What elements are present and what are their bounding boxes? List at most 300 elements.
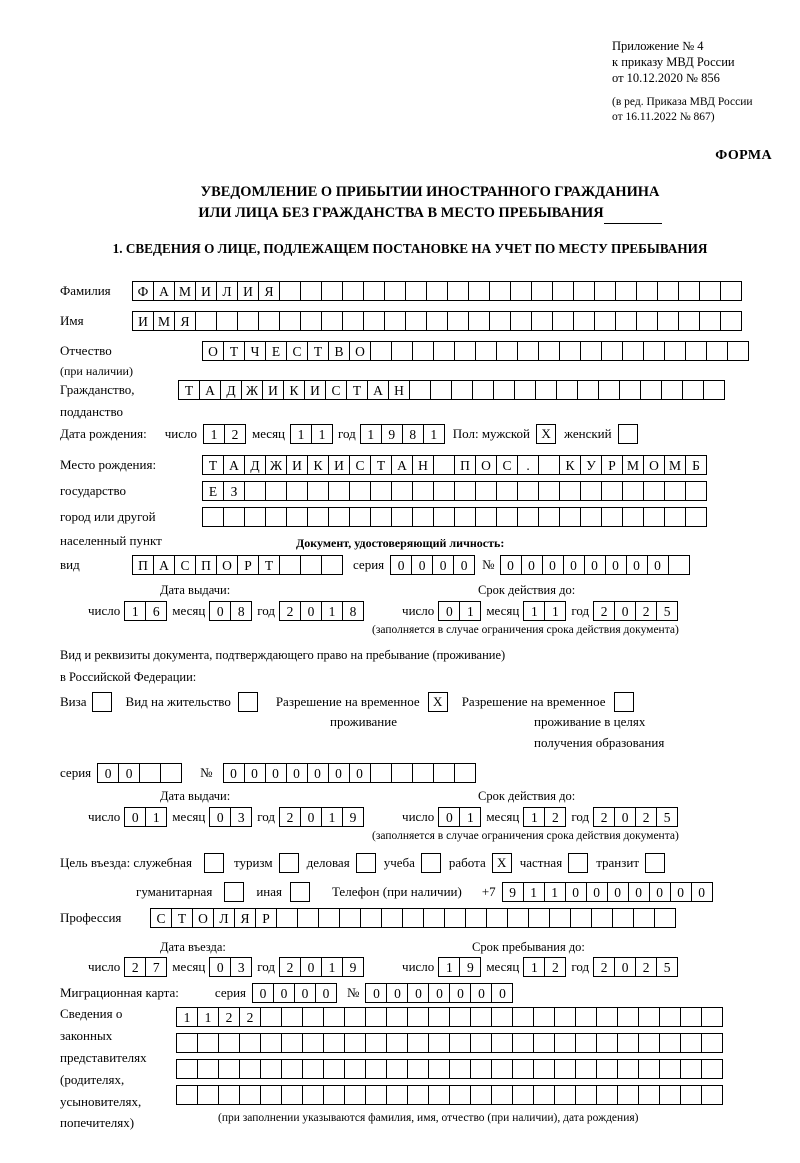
cell[interactable] xyxy=(556,380,578,400)
cell[interactable] xyxy=(559,341,581,361)
cell[interactable] xyxy=(328,481,350,501)
cell[interactable] xyxy=(577,380,599,400)
cell[interactable] xyxy=(286,481,308,501)
cell[interactable] xyxy=(363,311,385,331)
cell[interactable]: Ж xyxy=(241,380,263,400)
legal-rep-boxes-1[interactable] xyxy=(176,1007,723,1027)
cell[interactable] xyxy=(239,1059,261,1079)
cell[interactable]: 1 xyxy=(544,601,566,621)
cell[interactable] xyxy=(468,311,490,331)
cell[interactable]: 2 xyxy=(635,601,657,621)
cell[interactable]: 0 xyxy=(265,763,287,783)
stay-issue-month-boxes[interactable] xyxy=(209,807,252,827)
cell[interactable] xyxy=(535,380,557,400)
cell[interactable]: 0 xyxy=(607,882,629,902)
cell[interactable] xyxy=(622,507,644,527)
stay-valid-day-boxes[interactable] xyxy=(438,807,481,827)
cell[interactable]: А xyxy=(153,281,175,301)
stay-series-boxes[interactable] xyxy=(97,763,182,783)
cell[interactable]: 9 xyxy=(342,957,364,977)
doc-kind-boxes[interactable] xyxy=(132,555,343,575)
purpose-other-checkbox[interactable] xyxy=(290,882,310,902)
cell[interactable] xyxy=(664,507,686,527)
cell[interactable] xyxy=(685,341,707,361)
cell[interactable] xyxy=(636,281,658,301)
cell[interactable]: 8 xyxy=(402,424,424,444)
cell[interactable]: 8 xyxy=(230,601,252,621)
cell[interactable]: Ч xyxy=(244,341,266,361)
mig-series-boxes[interactable] xyxy=(252,983,337,1003)
cell[interactable] xyxy=(491,1085,513,1105)
cell[interactable]: 1 xyxy=(523,882,545,902)
cell[interactable]: 0 xyxy=(584,555,606,575)
cell[interactable]: 0 xyxy=(349,763,371,783)
stay-number-boxes[interactable] xyxy=(223,763,476,783)
cell[interactable] xyxy=(596,1007,618,1027)
cell[interactable] xyxy=(727,341,749,361)
cell[interactable] xyxy=(428,1085,450,1105)
cell[interactable]: 1 xyxy=(459,807,481,827)
cell[interactable]: 8 xyxy=(342,601,364,621)
cell[interactable] xyxy=(302,1007,324,1027)
entry-day-boxes[interactable] xyxy=(124,957,167,977)
birth-day-boxes[interactable] xyxy=(203,424,246,444)
cell[interactable] xyxy=(391,481,413,501)
cell[interactable]: О xyxy=(643,455,665,475)
cell[interactable] xyxy=(668,555,690,575)
cell[interactable] xyxy=(633,908,655,928)
doc-issue-day-boxes[interactable] xyxy=(124,601,167,621)
cell[interactable] xyxy=(391,763,413,783)
stay-valid-year-boxes[interactable] xyxy=(593,807,678,827)
cell[interactable]: 5 xyxy=(656,807,678,827)
cell[interactable] xyxy=(454,341,476,361)
cell[interactable]: 0 xyxy=(438,807,460,827)
cell[interactable] xyxy=(559,507,581,527)
cell[interactable] xyxy=(594,311,616,331)
cell[interactable]: С xyxy=(496,455,518,475)
cell[interactable] xyxy=(412,341,434,361)
cell[interactable]: 0 xyxy=(614,807,636,827)
cell[interactable] xyxy=(622,341,644,361)
birth-year-boxes[interactable] xyxy=(360,424,445,444)
cell[interactable] xyxy=(384,281,406,301)
cell[interactable] xyxy=(302,1033,324,1053)
cell[interactable] xyxy=(176,1059,198,1079)
cell[interactable] xyxy=(423,908,445,928)
cell[interactable] xyxy=(297,908,319,928)
cell[interactable] xyxy=(491,1007,513,1027)
cell[interactable]: 5 xyxy=(656,601,678,621)
cell[interactable]: 0 xyxy=(411,555,433,575)
cell[interactable]: 2 xyxy=(593,957,615,977)
stay-year-boxes[interactable] xyxy=(593,957,678,977)
cell[interactable]: 1 xyxy=(124,601,146,621)
cell[interactable] xyxy=(139,763,161,783)
birth-place-boxes-2[interactable] xyxy=(202,481,707,501)
cell[interactable]: И xyxy=(304,380,326,400)
cell[interactable] xyxy=(202,507,224,527)
cell[interactable]: И xyxy=(132,311,154,331)
cell[interactable] xyxy=(407,1033,429,1053)
cell[interactable]: 1 xyxy=(197,1007,219,1027)
cell[interactable]: 2 xyxy=(593,601,615,621)
cell[interactable] xyxy=(218,1085,240,1105)
cell[interactable]: 1 xyxy=(203,424,225,444)
cell[interactable] xyxy=(720,281,742,301)
cell[interactable]: О xyxy=(475,455,497,475)
cell[interactable]: 0 xyxy=(432,555,454,575)
cell[interactable] xyxy=(433,481,455,501)
cell[interactable]: 0 xyxy=(252,983,274,1003)
cell[interactable]: Т xyxy=(171,908,193,928)
cell[interactable] xyxy=(554,1085,576,1105)
cell[interactable] xyxy=(470,1033,492,1053)
cell[interactable] xyxy=(661,380,683,400)
cell[interactable]: Я xyxy=(174,311,196,331)
sex-male-checkbox[interactable]: X xyxy=(536,424,556,444)
cell[interactable] xyxy=(685,507,707,527)
cell[interactable] xyxy=(465,908,487,928)
cell[interactable] xyxy=(433,341,455,361)
cell[interactable]: 2 xyxy=(279,601,301,621)
cell[interactable] xyxy=(428,1033,450,1053)
cell[interactable] xyxy=(510,281,532,301)
cell[interactable] xyxy=(489,311,511,331)
cell[interactable] xyxy=(365,1007,387,1027)
cell[interactable] xyxy=(601,341,623,361)
cell[interactable] xyxy=(218,1033,240,1053)
cell[interactable]: 0 xyxy=(300,601,322,621)
cell[interactable] xyxy=(321,555,343,575)
cell[interactable] xyxy=(664,341,686,361)
cell[interactable] xyxy=(328,507,350,527)
cell[interactable] xyxy=(405,281,427,301)
cell[interactable]: 1 xyxy=(145,807,167,827)
cell[interactable] xyxy=(412,481,434,501)
cell[interactable]: 1 xyxy=(523,957,545,977)
cell[interactable] xyxy=(643,341,665,361)
cell[interactable] xyxy=(370,507,392,527)
cell[interactable] xyxy=(370,341,392,361)
cell[interactable] xyxy=(323,1007,345,1027)
cell[interactable]: К xyxy=(307,455,329,475)
cell[interactable] xyxy=(386,1085,408,1105)
cell[interactable]: 0 xyxy=(118,763,140,783)
cell[interactable] xyxy=(472,380,494,400)
cell[interactable] xyxy=(386,1007,408,1027)
cell[interactable]: 0 xyxy=(209,807,231,827)
cell[interactable] xyxy=(638,1007,660,1027)
cell[interactable]: 0 xyxy=(453,555,475,575)
cell[interactable] xyxy=(528,908,550,928)
cell[interactable]: 0 xyxy=(273,983,295,1003)
cell[interactable]: М xyxy=(174,281,196,301)
cell[interactable] xyxy=(279,311,301,331)
cell[interactable]: И xyxy=(195,281,217,301)
cell[interactable] xyxy=(622,481,644,501)
cell[interactable] xyxy=(533,1033,555,1053)
cell[interactable]: 0 xyxy=(542,555,564,575)
cell[interactable]: 1 xyxy=(523,601,545,621)
cell[interactable] xyxy=(680,1085,702,1105)
entry-month-boxes[interactable] xyxy=(209,957,252,977)
cell[interactable] xyxy=(575,1007,597,1027)
cell[interactable] xyxy=(279,555,301,575)
cell[interactable]: Т xyxy=(258,555,280,575)
cell[interactable] xyxy=(381,908,403,928)
stay-issue-year-boxes[interactable] xyxy=(279,807,364,827)
cell[interactable]: 0 xyxy=(209,601,231,621)
cell[interactable]: 0 xyxy=(470,983,492,1003)
birth-month-boxes[interactable] xyxy=(290,424,333,444)
cell[interactable] xyxy=(160,763,182,783)
cell[interactable] xyxy=(601,481,623,501)
cell[interactable]: Я xyxy=(258,281,280,301)
cell[interactable] xyxy=(447,311,469,331)
doc-valid-month-boxes[interactable] xyxy=(523,601,566,621)
cell[interactable]: 0 xyxy=(647,555,669,575)
cell[interactable]: 0 xyxy=(315,983,337,1003)
cell[interactable]: 0 xyxy=(428,983,450,1003)
cell[interactable]: 2 xyxy=(635,957,657,977)
birth-place-boxes[interactable] xyxy=(202,455,707,475)
cell[interactable] xyxy=(549,908,571,928)
cell[interactable] xyxy=(615,281,637,301)
cell[interactable] xyxy=(680,1033,702,1053)
cell[interactable] xyxy=(176,1085,198,1105)
cell[interactable] xyxy=(598,380,620,400)
cell[interactable] xyxy=(491,1033,513,1053)
cell[interactable] xyxy=(612,908,634,928)
cell[interactable] xyxy=(300,555,322,575)
doc-issue-month-boxes[interactable] xyxy=(209,601,252,621)
cell[interactable] xyxy=(664,481,686,501)
cell[interactable] xyxy=(344,1033,366,1053)
cell[interactable] xyxy=(470,1059,492,1079)
cell[interactable]: 0 xyxy=(209,957,231,977)
cell[interactable]: Т xyxy=(178,380,200,400)
cell[interactable] xyxy=(507,908,529,928)
doc-issue-year-boxes[interactable] xyxy=(279,601,364,621)
cell[interactable]: 0 xyxy=(491,983,513,1003)
cell[interactable] xyxy=(475,507,497,527)
cell[interactable]: П xyxy=(454,455,476,475)
cell[interactable] xyxy=(703,380,725,400)
cell[interactable]: А xyxy=(223,455,245,475)
cell[interactable] xyxy=(654,908,676,928)
cell[interactable] xyxy=(512,1059,534,1079)
cell[interactable] xyxy=(554,1033,576,1053)
cell[interactable]: И xyxy=(262,380,284,400)
cell[interactable] xyxy=(657,311,679,331)
doc-number-boxes[interactable] xyxy=(500,555,690,575)
phone-boxes[interactable] xyxy=(502,882,713,902)
entry-year-boxes[interactable] xyxy=(279,957,364,977)
cell[interactable]: Т xyxy=(307,341,329,361)
cell[interactable] xyxy=(699,311,721,331)
cell[interactable]: Б xyxy=(685,455,707,475)
stay-day-boxes[interactable] xyxy=(438,957,481,977)
cell[interactable] xyxy=(496,481,518,501)
cell[interactable] xyxy=(701,1007,723,1027)
cell[interactable]: 1 xyxy=(321,957,343,977)
cell[interactable]: М xyxy=(622,455,644,475)
cell[interactable] xyxy=(265,481,287,501)
mig-number-boxes[interactable] xyxy=(365,983,513,1003)
cell[interactable] xyxy=(244,481,266,501)
cell[interactable]: 0 xyxy=(286,763,308,783)
cell[interactable] xyxy=(678,281,700,301)
cell[interactable] xyxy=(276,908,298,928)
cell[interactable] xyxy=(486,908,508,928)
cell[interactable]: 0 xyxy=(614,601,636,621)
doc-series-boxes[interactable] xyxy=(390,555,475,575)
purpose-tourism-checkbox[interactable] xyxy=(279,853,299,873)
cell[interactable] xyxy=(510,311,532,331)
cell[interactable]: Е xyxy=(265,341,287,361)
cell[interactable] xyxy=(223,507,245,527)
cell[interactable] xyxy=(386,1033,408,1053)
cell[interactable] xyxy=(281,1033,303,1053)
cell[interactable]: 0 xyxy=(628,882,650,902)
cell[interactable] xyxy=(449,1085,471,1105)
cell[interactable] xyxy=(720,311,742,331)
cell[interactable] xyxy=(701,1059,723,1079)
cell[interactable]: 0 xyxy=(521,555,543,575)
cell[interactable] xyxy=(344,1059,366,1079)
cell[interactable]: 1 xyxy=(290,424,312,444)
cell[interactable] xyxy=(617,1059,639,1079)
cell[interactable]: Т xyxy=(346,380,368,400)
cell[interactable]: 1 xyxy=(360,424,382,444)
cell[interactable] xyxy=(701,1033,723,1053)
cell[interactable] xyxy=(365,1085,387,1105)
cell[interactable] xyxy=(559,481,581,501)
cell[interactable]: Ж xyxy=(265,455,287,475)
cell[interactable]: Т xyxy=(223,341,245,361)
cell[interactable] xyxy=(365,1033,387,1053)
cell[interactable]: Р xyxy=(601,455,623,475)
cell[interactable] xyxy=(493,380,515,400)
cell[interactable] xyxy=(323,1033,345,1053)
cell[interactable] xyxy=(344,1007,366,1027)
cell[interactable]: Е xyxy=(202,481,224,501)
cell[interactable] xyxy=(517,341,539,361)
cell[interactable] xyxy=(454,763,476,783)
cell[interactable] xyxy=(302,1059,324,1079)
cell[interactable]: Т xyxy=(202,455,224,475)
cell[interactable] xyxy=(643,481,665,501)
cell[interactable]: П xyxy=(195,555,217,575)
cell[interactable] xyxy=(307,507,329,527)
cell[interactable] xyxy=(239,1033,261,1053)
cell[interactable]: 0 xyxy=(386,983,408,1003)
cell[interactable]: У xyxy=(580,455,602,475)
residence-checkbox[interactable] xyxy=(238,692,258,712)
cell[interactable] xyxy=(580,341,602,361)
cell[interactable] xyxy=(699,281,721,301)
cell[interactable] xyxy=(685,481,707,501)
cell[interactable] xyxy=(342,281,364,301)
cell[interactable]: 0 xyxy=(565,882,587,902)
cell[interactable] xyxy=(475,481,497,501)
cell[interactable]: Л xyxy=(213,908,235,928)
cell[interactable]: 2 xyxy=(224,424,246,444)
cell[interactable] xyxy=(449,1033,471,1053)
citizenship-boxes[interactable] xyxy=(178,380,725,400)
surname-boxes[interactable] xyxy=(132,281,742,301)
cell[interactable]: 0 xyxy=(365,983,387,1003)
cell[interactable] xyxy=(318,908,340,928)
cell[interactable]: С xyxy=(174,555,196,575)
cell[interactable]: С xyxy=(286,341,308,361)
cell[interactable]: 1 xyxy=(459,601,481,621)
cell[interactable] xyxy=(706,341,728,361)
cell[interactable] xyxy=(601,507,623,527)
temp-residence-checkbox[interactable]: X xyxy=(428,692,448,712)
cell[interactable]: И xyxy=(328,455,350,475)
cell[interactable] xyxy=(496,507,518,527)
cell[interactable] xyxy=(407,1007,429,1027)
cell[interactable]: 2 xyxy=(279,957,301,977)
cell[interactable]: 1 xyxy=(423,424,445,444)
doc-valid-day-boxes[interactable] xyxy=(438,601,481,621)
cell[interactable] xyxy=(426,311,448,331)
cell[interactable]: 5 xyxy=(656,957,678,977)
cell[interactable] xyxy=(575,1033,597,1053)
legal-rep-boxes-2[interactable] xyxy=(176,1033,723,1053)
cell[interactable] xyxy=(552,311,574,331)
cell[interactable] xyxy=(260,1033,282,1053)
cell[interactable]: 0 xyxy=(223,763,245,783)
cell[interactable] xyxy=(197,1033,219,1053)
cell[interactable] xyxy=(514,380,536,400)
cell[interactable] xyxy=(640,380,662,400)
cell[interactable] xyxy=(517,507,539,527)
cell[interactable] xyxy=(538,481,560,501)
cell[interactable] xyxy=(468,281,490,301)
cell[interactable] xyxy=(449,1059,471,1079)
cell[interactable]: 1 xyxy=(438,957,460,977)
cell[interactable] xyxy=(512,1007,534,1027)
cell[interactable] xyxy=(496,341,518,361)
cell[interactable] xyxy=(570,908,592,928)
cell[interactable]: 0 xyxy=(691,882,713,902)
edu-residence-checkbox[interactable] xyxy=(614,692,634,712)
cell[interactable] xyxy=(659,1033,681,1053)
cell[interactable]: 0 xyxy=(626,555,648,575)
cell[interactable] xyxy=(281,1059,303,1079)
cell[interactable]: . xyxy=(517,455,539,475)
cell[interactable] xyxy=(339,908,361,928)
cell[interactable]: 0 xyxy=(449,983,471,1003)
cell[interactable] xyxy=(573,311,595,331)
cell[interactable] xyxy=(491,1059,513,1079)
cell[interactable] xyxy=(447,281,469,301)
cell[interactable] xyxy=(342,311,364,331)
cell[interactable] xyxy=(615,311,637,331)
cell[interactable]: О xyxy=(192,908,214,928)
cell[interactable] xyxy=(216,311,238,331)
cell[interactable] xyxy=(370,481,392,501)
cell[interactable] xyxy=(363,281,385,301)
cell[interactable]: 1 xyxy=(523,807,545,827)
cell[interactable]: 6 xyxy=(145,601,167,621)
cell[interactable]: О xyxy=(349,341,371,361)
cell[interactable]: 7 xyxy=(145,957,167,977)
cell[interactable] xyxy=(321,311,343,331)
